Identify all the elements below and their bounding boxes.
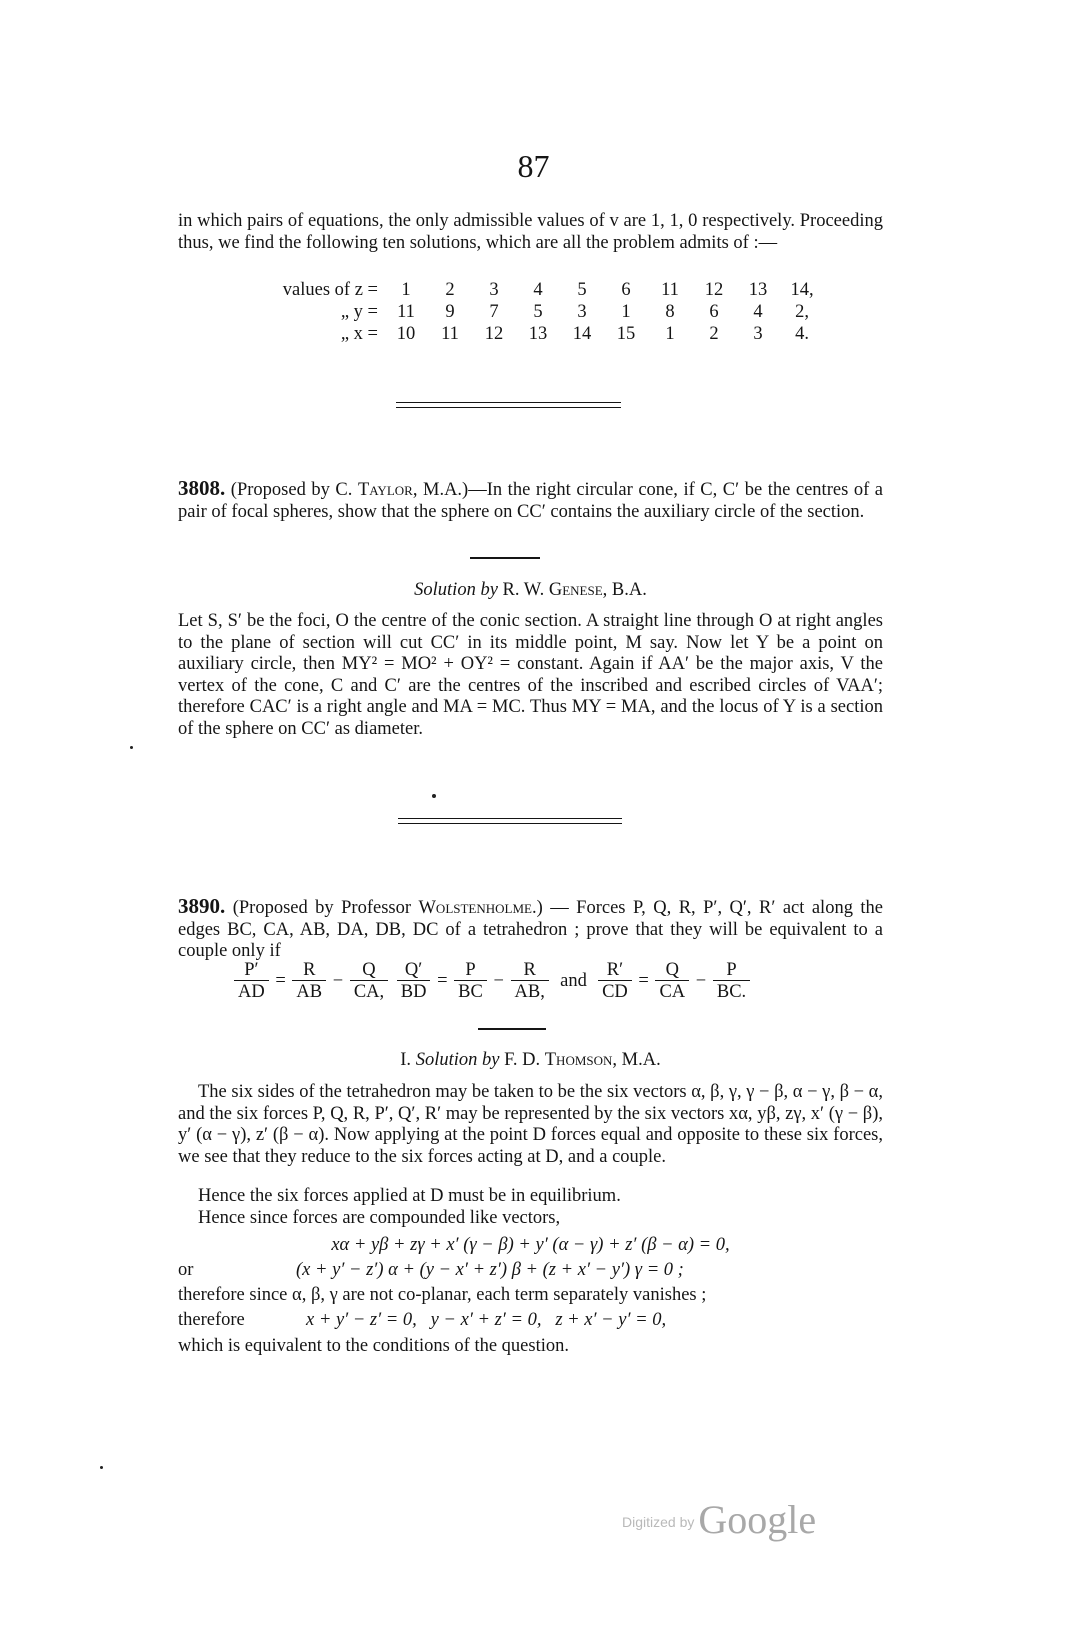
table-cell: 11 (397, 301, 415, 322)
denominator: BC (458, 982, 483, 1002)
solution-3890-para5: which is equivalent to the conditions of the question. (178, 1336, 570, 1356)
fraction (234, 960, 269, 1003)
solver-degree: , B.A. (602, 580, 647, 600)
table-row (246, 323, 824, 345)
table-cell: 8 (665, 301, 675, 322)
proposer-name: Taylor (357, 480, 413, 500)
row-label: „ y = (340, 301, 378, 322)
denominator: BD (400, 982, 427, 1002)
table-cell: 3 (753, 323, 763, 344)
solver-initials: R. W. (502, 580, 545, 600)
table-cell: 6 (709, 301, 719, 322)
short-rule (478, 1028, 546, 1030)
numerator: P (713, 960, 750, 981)
and-word: and (560, 971, 587, 991)
double-rule (396, 402, 621, 408)
ink-speck (100, 1466, 103, 1469)
numerator: R (292, 960, 326, 981)
table-cell: 2 (709, 323, 719, 344)
table-cell: 1 (621, 301, 631, 322)
table-cell: 15 (616, 323, 636, 344)
table-cell: 4 (753, 301, 763, 322)
condition-equation: $\frac{P'}{AD}$ = $\frac{R}{AB}$ − $\frac{Q}{CA,}$ $\frac{Q'}{BD}$ = $\frac{P}{BC}$ − $\frac{R}{AB,}$ and $\frac{R'}{CD}$ = $\frac{Q}{CA}$ − $\frac{P}{BC.}$ (232, 960, 832, 1003)
question-3808 (178, 478, 883, 523)
table-cell: 14 (572, 323, 592, 344)
table-cell: 14, (790, 279, 814, 300)
fraction (713, 960, 750, 1003)
numerator: R′ (598, 960, 632, 981)
table-cell: 4. (795, 323, 809, 344)
solution-3890-para1: The six sides of the tetrahedron may be taken to be the six vectors α, β, γ, γ − β, α − γ, β − α, and the six forces P, Q, R, P′, Q′, R′ may be represented by the six vectors xα, yβ, zγ, x′ (γ − β), y′ (α − γ), z′ (β − α). Now applying at the point D forces equal and opposite to these six forces, we see that they reduce to the six forces acting at D, and a couple. (178, 1082, 883, 1167)
numerator: P′ (234, 960, 269, 981)
equation-2: (x + y′ − z′) α + (y − x′ + z′) β + (z + x′ − y′) γ = 0 ; (296, 1260, 684, 1280)
page-number: 87 (517, 148, 550, 184)
numerator: Q′ (397, 960, 431, 981)
solver-degree: , M.A. (612, 1050, 661, 1070)
solution-heading-3808 (178, 580, 883, 601)
numerator: Q (655, 960, 689, 981)
table-cell: 1 (665, 323, 675, 344)
proposer-prefix: (Proposed by Professor (232, 898, 412, 918)
table-cell: 11 (441, 323, 459, 344)
table-cell: 5 (577, 279, 587, 300)
denominator: AB, (514, 982, 545, 1002)
solver-name: Genese (548, 580, 603, 600)
fraction (292, 960, 326, 1003)
solution-by-label: Solution by (415, 1050, 500, 1070)
table-cell: 3 (577, 301, 587, 322)
ink-speck (432, 794, 436, 798)
row-label: values of z = (282, 279, 378, 300)
solution-3890-para4: therefore since α, β, γ are not co-planar, each term separately vanishes ; (178, 1285, 707, 1305)
solution-3890-para3: Hence since forces are compounded like vectors, (198, 1208, 561, 1228)
fraction (454, 960, 487, 1003)
fraction (397, 960, 431, 1003)
proposer-name: Wolstenholme (418, 898, 532, 918)
solution-3808-text: Let S, S′ be the foci, O the centre of the conic section. A straight line through O at right angles to the plane of section will cut CC′ in its middle point, M say. Now let Y be a point on auxiliary circle, then MY² = MO² + OY² = constant. Again if AA′ be the major axis, V the vertex of the cone, C and C′ are the centres of the inscribed and escribed circles of VAA′; therefore CAC′ is a right angle and MA = MC. Thus MY = MA, and the locus of Y is a section of the sphere on CC′ as diameter. (178, 611, 883, 739)
equation-1: xα + yβ + zγ + x′ (γ − β) + y′ (α − γ) + z′ (β − α) = 0, (331, 1235, 730, 1255)
denominator: CA, (353, 982, 385, 1002)
table-cell: 3 (489, 279, 499, 300)
numerator: P (454, 960, 487, 981)
numerator: R (511, 960, 549, 981)
table-cell: 12 (704, 279, 724, 300)
table-cell: 9 (445, 301, 455, 322)
table-row (246, 301, 824, 323)
denominator: BC. (716, 982, 747, 1002)
denominator: CA (659, 982, 686, 1002)
therefore-word: therefore (178, 1310, 245, 1330)
watermark-prefix: Digitized by (622, 1514, 695, 1530)
fraction (511, 960, 549, 1003)
question-text: .) — Forces P, Q, R, P′, Q′, R′ act along the edges BC, CA, AB, DA, DB, DC of a tetrahedron ; prove that they will be equivalent to a couple only if (178, 898, 883, 961)
table-cell: 12 (484, 323, 504, 344)
numerator: Q (350, 960, 388, 981)
table-cell: 4 (533, 279, 543, 300)
google-logo: Google (698, 1497, 817, 1542)
denominator: AB (296, 982, 323, 1002)
or-word: or (178, 1260, 194, 1280)
ink-speck (130, 746, 133, 749)
question-text: , M.A.)—In the right circular cone, if C, C′ be the centres of a pair of focal spheres, show that the sphere on CC′ contains the auxiliary circle of the section. (178, 480, 883, 522)
digitized-watermark (622, 1496, 816, 1543)
table-cell: 2, (795, 301, 809, 322)
table-cell: 5 (533, 301, 543, 322)
table-cell: 7 (489, 301, 499, 322)
table-cell: 1 (401, 279, 411, 300)
double-rule (398, 818, 622, 824)
solution-by-label: Solution by (414, 580, 498, 600)
table-cell: 2 (445, 279, 455, 300)
row-label: „ x = (340, 323, 378, 344)
fraction (350, 960, 388, 1003)
table-row (246, 279, 824, 301)
short-rule (470, 557, 540, 559)
table-cell: 6 (621, 279, 631, 300)
solutions-table (246, 279, 824, 345)
denominator: CD (602, 982, 628, 1002)
table-cell: 13 (528, 323, 548, 344)
equation-3: x + y′ − z′ = 0, y − x′ + z′ = 0, z + x′ − y′ = 0, (306, 1310, 667, 1330)
solution-3890-para2: Hence the six forces applied at D must be in equilibrium. (198, 1186, 621, 1206)
denominator: AD (238, 982, 265, 1002)
table-cell: 13 (748, 279, 768, 300)
fraction (655, 960, 689, 1003)
solution-roman-numeral: I. (400, 1050, 412, 1070)
solver-initials: F. D. (504, 1050, 541, 1070)
solver-name: Thomson (544, 1050, 613, 1070)
table-cell: 11 (661, 279, 679, 300)
question-number: 3890. (178, 894, 226, 918)
intro-paragraph: in which pairs of equations, the only admissible values of v are 1, 1, 0 respectively. Proceeding thus, we find the following ten solutions, which are all the problem admits of :— (178, 211, 883, 253)
fraction (598, 960, 632, 1003)
proposer-prefix: (Proposed by C. (230, 480, 353, 500)
solution-heading-3890 (178, 1050, 883, 1071)
question-number: 3808. (178, 476, 226, 500)
question-3890 (178, 896, 883, 963)
table-cell: 10 (396, 323, 416, 344)
